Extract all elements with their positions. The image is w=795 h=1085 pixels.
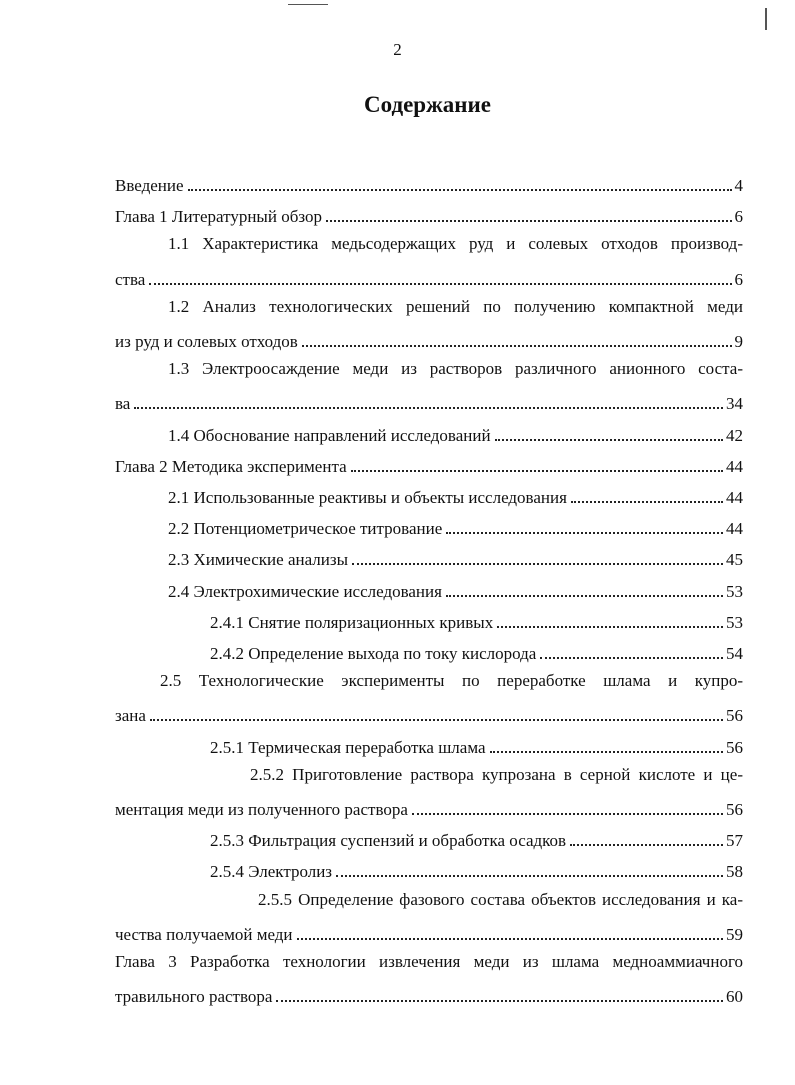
dot-leader xyxy=(495,438,723,441)
dot-leader xyxy=(352,562,723,565)
toc-page-number: 56 xyxy=(726,800,743,819)
toc-page-number: 58 xyxy=(726,862,743,882)
toc-entry-text: Глава 2 Методика эксперимента xyxy=(115,456,347,476)
dot-leader xyxy=(336,874,723,877)
dot-leader xyxy=(150,718,723,721)
toc-entry-text: ментация меди из полученного раствора xyxy=(115,800,408,819)
toc-page-number: 57 xyxy=(726,831,743,851)
dot-leader xyxy=(540,656,723,659)
toc-entry-text: травильного раствора xyxy=(115,987,273,1007)
dot-leader xyxy=(297,937,723,940)
page-title: Содержание xyxy=(364,92,491,117)
dot-leader xyxy=(134,406,723,409)
dot-leader xyxy=(446,531,723,534)
toc-entry-text: 2.5.5 Определение фазового состава объектов исследования и ка- xyxy=(258,889,743,909)
toc-entry-text: 1.4 Обоснование направлений исследований xyxy=(168,425,491,445)
toc-page-number: 44 xyxy=(726,456,743,476)
toc-page-number: 53 xyxy=(726,581,743,601)
toc-entry-text: зана xyxy=(115,706,146,726)
toc-entry-text: Глава 1 Литературный обзор xyxy=(115,207,322,227)
toc-entry-text: 2.5.3 Фильтрация суспензий и обработка осадков xyxy=(210,831,567,851)
toc-entry-text: чества получаемой меди xyxy=(115,924,293,944)
toc-entry-text: 2.2 Потенциометрическое титрование xyxy=(168,519,443,539)
toc-entry-text: 2.5.2 Приготовление раствора купрозана в серной кислоте и це- xyxy=(250,764,743,784)
toc-page-number: 56 xyxy=(726,706,743,726)
toc-page-number: 59 xyxy=(726,924,743,944)
dot-leader xyxy=(149,282,731,285)
toc-page-number: 34 xyxy=(726,394,743,414)
scan-artifact xyxy=(288,4,328,5)
page-number: 2 xyxy=(393,40,402,59)
toc-page-number: 4 xyxy=(734,176,743,195)
toc-entry-text: 2.5.4 Электролиз xyxy=(210,862,333,882)
dot-leader xyxy=(326,219,732,222)
dot-leader xyxy=(412,812,723,815)
toc-page-number: 9 xyxy=(734,332,743,351)
toc-entry-text: 2.3 Химические анализы xyxy=(168,550,349,570)
toc-page-number: 45 xyxy=(726,550,743,570)
toc-page-number: 44 xyxy=(726,488,743,507)
dot-leader xyxy=(188,188,732,191)
dot-leader xyxy=(446,594,723,597)
toc-entry-text: ва xyxy=(115,394,131,414)
dot-leader xyxy=(302,344,732,347)
toc-entry-text: 1.1 Характеристика медьсодержащих руд и солевых отходов производ- xyxy=(168,234,743,254)
toc-entry-text: 2.5 Технологические эксперименты по переработке шлама и купро- xyxy=(160,671,743,691)
toc-page-number: 44 xyxy=(726,519,743,539)
toc-entry-text: 2.4.2 Определение выхода по току кислорода xyxy=(210,644,537,663)
toc-entry-text: 1.3 Электроосаждение меди из растворов различного анионного соста- xyxy=(168,359,743,379)
dot-leader xyxy=(571,500,723,503)
dot-leader xyxy=(490,750,723,753)
scan-artifact xyxy=(765,8,767,30)
toc-entry-text: из руд и солевых отходов xyxy=(115,332,298,351)
toc-entry-text: 1.2 Анализ технологических решений по получению компактной меди xyxy=(168,296,743,316)
toc-page-number: 42 xyxy=(726,425,743,445)
toc-entry-text: 2.5.1 Термическая переработка шлама xyxy=(210,737,486,757)
toc-page-number: 54 xyxy=(726,644,743,663)
toc-page-number: 56 xyxy=(726,737,743,757)
dot-leader xyxy=(570,843,723,846)
dot-leader xyxy=(276,999,723,1002)
toc-entry-text: 2.4 Электрохимические исследования xyxy=(168,581,442,601)
toc-entry-text: Введение xyxy=(115,176,184,195)
toc-entry-text: ства xyxy=(115,269,146,289)
toc-entry-text: Глава 3 Разработка технологии извлечения меди из шлама медноаммиачного xyxy=(115,952,743,971)
dot-leader xyxy=(351,469,723,472)
toc-entry-text: 2.1 Использованные реактивы и объекты исследования xyxy=(168,488,567,507)
toc-page-number: 6 xyxy=(734,269,743,289)
toc-page-number: 60 xyxy=(726,987,743,1007)
toc-page-number: 6 xyxy=(734,207,743,227)
toc-page-number: 53 xyxy=(726,612,743,632)
dot-leader xyxy=(497,625,723,628)
toc-entry-text: 2.4.1 Снятие поляризационных кривых xyxy=(210,612,494,632)
